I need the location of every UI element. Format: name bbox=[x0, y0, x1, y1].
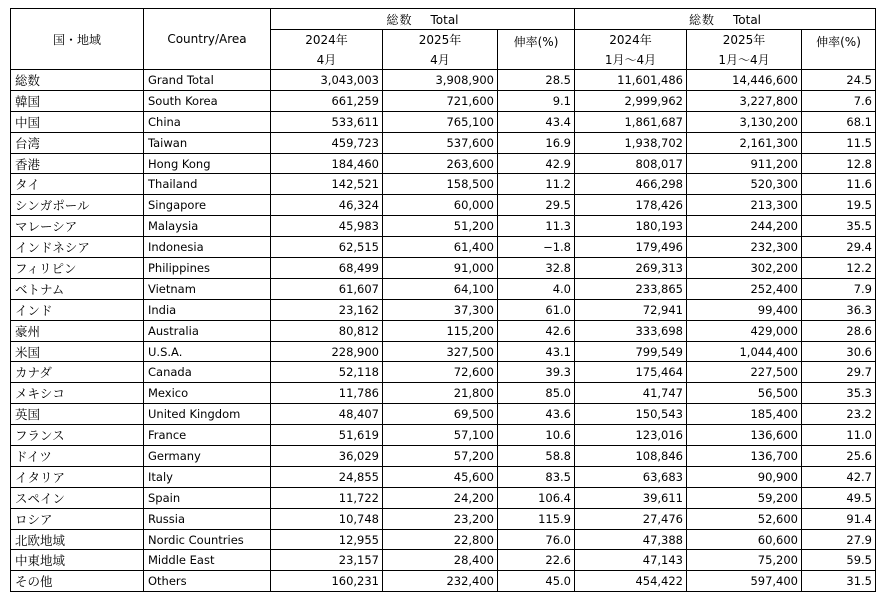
country-en-cell: China bbox=[144, 111, 271, 132]
table-row bbox=[11, 258, 876, 279]
ytd-growth-rate-cell: 11.6 bbox=[802, 174, 876, 195]
ytd-2025-cell: 1,044,400 bbox=[687, 341, 802, 362]
ytd-2025-cell: 99,400 bbox=[687, 299, 802, 320]
country-en-cell: India bbox=[144, 299, 271, 320]
ytd-growth-rate-cell: 49.5 bbox=[802, 487, 876, 508]
table-row bbox=[11, 299, 876, 320]
country-jp-cell: 韓国 bbox=[11, 90, 144, 111]
country-en-cell: Germany bbox=[144, 446, 271, 467]
ytd-growth-rate-cell: 27.9 bbox=[802, 529, 876, 550]
ytd-2024-cell: 180,193 bbox=[575, 216, 687, 237]
ytd-2025-cell: 429,000 bbox=[687, 320, 802, 341]
table-row bbox=[11, 153, 876, 174]
ytd-2024-cell: 72,941 bbox=[575, 299, 687, 320]
april-2024-cell: 52,118 bbox=[271, 362, 383, 383]
april-growth-rate-cell: 29.5 bbox=[498, 195, 575, 216]
april-growth-rate-cell: 4.0 bbox=[498, 278, 575, 299]
ytd-2024-cell: 233,865 bbox=[575, 278, 687, 299]
april-growth-rate-cell: 61.0 bbox=[498, 299, 575, 320]
april-growth-rate-cell: −1.8 bbox=[498, 237, 575, 258]
april-2025-cell: 64,100 bbox=[383, 278, 498, 299]
april-growth-rate-cell: 42.6 bbox=[498, 320, 575, 341]
country-en-cell: Taiwan bbox=[144, 132, 271, 153]
ytd-2025-cell: 2,161,300 bbox=[687, 132, 802, 153]
ytd-growth-rate-cell: 24.5 bbox=[802, 70, 876, 91]
april-2025-cell: 327,500 bbox=[383, 341, 498, 362]
country-en-cell: France bbox=[144, 425, 271, 446]
ytd-growth-rate-cell: 11.5 bbox=[802, 132, 876, 153]
ytd-2025-cell: 14,446,600 bbox=[687, 70, 802, 91]
country-jp-cell: マレーシア bbox=[11, 216, 144, 237]
ytd-2025-cell: 597,400 bbox=[687, 571, 802, 592]
april-2024-cell: 48,407 bbox=[271, 404, 383, 425]
country-jp-cell: シンガポール bbox=[11, 195, 144, 216]
april-2025-cell: 69,500 bbox=[383, 404, 498, 425]
april-2025-cell: 57,200 bbox=[383, 446, 498, 467]
ytd-2025-cell: 3,227,800 bbox=[687, 90, 802, 111]
april-2024-cell: 11,722 bbox=[271, 487, 383, 508]
april-growth-rate-cell: 16.9 bbox=[498, 132, 575, 153]
country-en-cell: Spain bbox=[144, 487, 271, 508]
april-2025-cell: 45,600 bbox=[383, 466, 498, 487]
april-2025-cell: 765,100 bbox=[383, 111, 498, 132]
country-en-cell: Thailand bbox=[144, 174, 271, 195]
country-jp-cell: メキシコ bbox=[11, 383, 144, 404]
ytd-2025-cell: 911,200 bbox=[687, 153, 802, 174]
ytd-2024-cell: 2,999,962 bbox=[575, 90, 687, 111]
ytd-2024-cell: 108,846 bbox=[575, 446, 687, 467]
ytd-2024-cell: 39,611 bbox=[575, 487, 687, 508]
country-en-cell: Nordic Countries bbox=[144, 529, 271, 550]
country-en-cell: Philippines bbox=[144, 258, 271, 279]
country-en-cell: Canada bbox=[144, 362, 271, 383]
table-row bbox=[11, 425, 876, 446]
april-growth-rate-header: 伸率(%) bbox=[498, 30, 575, 70]
country-jp-cell: 香港 bbox=[11, 153, 144, 174]
april-2025-cell: 57,100 bbox=[383, 425, 498, 446]
april-2025-cell: 21,800 bbox=[383, 383, 498, 404]
ytd-growth-rate-cell: 7.9 bbox=[802, 278, 876, 299]
country-en-cell: Vietnam bbox=[144, 278, 271, 299]
ytd-growth-rate-cell: 28.6 bbox=[802, 320, 876, 341]
country-jp-cell: カナダ bbox=[11, 362, 144, 383]
april-2025-cell: 23,200 bbox=[383, 508, 498, 529]
visitor-statistics-table-wrapper bbox=[10, 8, 876, 592]
table-row bbox=[11, 341, 876, 362]
april-growth-rate-cell: 76.0 bbox=[498, 529, 575, 550]
country-jp-cell: 北欧地域 bbox=[11, 529, 144, 550]
country-en-cell: U.S.A. bbox=[144, 341, 271, 362]
ytd-2025-cell: 232,300 bbox=[687, 237, 802, 258]
ytd-2025-cell: 252,400 bbox=[687, 278, 802, 299]
ytd-growth-rate-cell: 7.6 bbox=[802, 90, 876, 111]
april-2025-cell: 22,800 bbox=[383, 529, 498, 550]
april-growth-rate-cell: 115.9 bbox=[498, 508, 575, 529]
country-jp-cell: 中東地域 bbox=[11, 550, 144, 571]
ytd-2024-cell: 11,601,486 bbox=[575, 70, 687, 91]
table-row bbox=[11, 132, 876, 153]
april-growth-rate-cell: 43.4 bbox=[498, 111, 575, 132]
country-en-cell: Others bbox=[144, 571, 271, 592]
table-row bbox=[11, 466, 876, 487]
ytd-2024-header: 2024年 bbox=[575, 30, 687, 50]
april-2024-cell: 45,983 bbox=[271, 216, 383, 237]
april-2024-cell: 533,611 bbox=[271, 111, 383, 132]
april-2024-cell: 3,043,003 bbox=[271, 70, 383, 91]
ytd-2025-month-header: 1月～4月 bbox=[687, 50, 802, 70]
country-jp-cell: イタリア bbox=[11, 466, 144, 487]
april-2025-cell: 61,400 bbox=[383, 237, 498, 258]
april-2025-cell: 51,200 bbox=[383, 216, 498, 237]
table-row bbox=[11, 529, 876, 550]
table-row bbox=[11, 550, 876, 571]
table-row bbox=[11, 487, 876, 508]
april-2025-cell: 72,600 bbox=[383, 362, 498, 383]
april-2024-cell: 36,029 bbox=[271, 446, 383, 467]
ytd-growth-rate-header: 伸率(%) bbox=[802, 30, 876, 70]
country-en-cell: South Korea bbox=[144, 90, 271, 111]
april-growth-rate-cell: 58.8 bbox=[498, 446, 575, 467]
ytd-2025-header: 2025年 bbox=[687, 30, 802, 50]
ytd-growth-rate-cell: 35.5 bbox=[802, 216, 876, 237]
april-2024-cell: 80,812 bbox=[271, 320, 383, 341]
country-en-cell: Middle East bbox=[144, 550, 271, 571]
april-growth-rate-cell: 45.0 bbox=[498, 571, 575, 592]
ytd-2025-cell: 244,200 bbox=[687, 216, 802, 237]
april-2024-cell: 23,157 bbox=[271, 550, 383, 571]
april-2024-month-header: 4月 bbox=[271, 50, 383, 70]
april-2024-cell: 160,231 bbox=[271, 571, 383, 592]
april-2024-cell: 61,607 bbox=[271, 278, 383, 299]
april-2024-cell: 68,499 bbox=[271, 258, 383, 279]
country-jp-cell: ロシア bbox=[11, 508, 144, 529]
table-row bbox=[11, 237, 876, 258]
ytd-2025-cell: 136,700 bbox=[687, 446, 802, 467]
april-2024-cell: 11,786 bbox=[271, 383, 383, 404]
table-row bbox=[11, 571, 876, 592]
ytd-growth-rate-cell: 30.6 bbox=[802, 341, 876, 362]
ytd-growth-rate-cell: 68.1 bbox=[802, 111, 876, 132]
country-en-cell: Hong Kong bbox=[144, 153, 271, 174]
april-growth-rate-cell: 106.4 bbox=[498, 487, 575, 508]
table-row bbox=[11, 320, 876, 341]
country-en-cell: Malaysia bbox=[144, 216, 271, 237]
country-jp-cell: その他 bbox=[11, 571, 144, 592]
april-2024-cell: 12,955 bbox=[271, 529, 383, 550]
table-row bbox=[11, 216, 876, 237]
ytd-2024-cell: 1,861,687 bbox=[575, 111, 687, 132]
april-growth-rate-cell: 11.2 bbox=[498, 174, 575, 195]
country-jp-cell: フランス bbox=[11, 425, 144, 446]
april-2024-cell: 228,900 bbox=[271, 341, 383, 362]
april-2025-cell: 91,000 bbox=[383, 258, 498, 279]
ytd-growth-rate-cell: 35.3 bbox=[802, 383, 876, 404]
ytd-2025-cell: 90,900 bbox=[687, 466, 802, 487]
ytd-growth-rate-cell: 12.2 bbox=[802, 258, 876, 279]
ytd-2025-cell: 185,400 bbox=[687, 404, 802, 425]
april-growth-rate-cell: 11.3 bbox=[498, 216, 575, 237]
ytd-growth-rate-cell: 12.8 bbox=[802, 153, 876, 174]
ytd-2025-cell: 60,600 bbox=[687, 529, 802, 550]
april-growth-rate-cell: 43.6 bbox=[498, 404, 575, 425]
april-2024-cell: 62,515 bbox=[271, 237, 383, 258]
country-jp-cell: インドネシア bbox=[11, 237, 144, 258]
ytd-2025-cell: 52,600 bbox=[687, 508, 802, 529]
visitor-statistics-table bbox=[10, 8, 876, 592]
ytd-2024-cell: 466,298 bbox=[575, 174, 687, 195]
table-row bbox=[11, 278, 876, 299]
april-growth-rate-cell: 9.1 bbox=[498, 90, 575, 111]
april-2025-cell: 115,200 bbox=[383, 320, 498, 341]
ytd-growth-rate-cell: 36.3 bbox=[802, 299, 876, 320]
ytd-2024-cell: 27,476 bbox=[575, 508, 687, 529]
ytd-total-group-header: 総数 Total bbox=[575, 9, 876, 30]
ytd-2025-cell: 136,600 bbox=[687, 425, 802, 446]
ytd-2024-cell: 41,747 bbox=[575, 383, 687, 404]
country-en-cell: Italy bbox=[144, 466, 271, 487]
april-growth-rate-cell: 28.5 bbox=[498, 70, 575, 91]
ytd-2024-cell: 269,313 bbox=[575, 258, 687, 279]
country-jp-cell: 米国 bbox=[11, 341, 144, 362]
april-2024-cell: 51,619 bbox=[271, 425, 383, 446]
ytd-2024-cell: 47,388 bbox=[575, 529, 687, 550]
ytd-growth-rate-cell: 31.5 bbox=[802, 571, 876, 592]
ytd-2025-cell: 75,200 bbox=[687, 550, 802, 571]
country-en-cell: Russia bbox=[144, 508, 271, 529]
ytd-2025-cell: 56,500 bbox=[687, 383, 802, 404]
april-growth-rate-cell: 83.5 bbox=[498, 466, 575, 487]
april-2024-cell: 459,723 bbox=[271, 132, 383, 153]
country-jp-header: 国・地域 bbox=[11, 9, 144, 70]
ytd-growth-rate-cell: 29.4 bbox=[802, 237, 876, 258]
april-growth-rate-cell: 39.3 bbox=[498, 362, 575, 383]
april-2025-cell: 28,400 bbox=[383, 550, 498, 571]
ytd-2024-cell: 333,698 bbox=[575, 320, 687, 341]
ytd-2024-cell: 63,683 bbox=[575, 466, 687, 487]
ytd-2024-cell: 47,143 bbox=[575, 550, 687, 571]
country-jp-cell: 中国 bbox=[11, 111, 144, 132]
ytd-growth-rate-cell: 29.7 bbox=[802, 362, 876, 383]
april-growth-rate-cell: 43.1 bbox=[498, 341, 575, 362]
table-row bbox=[11, 383, 876, 404]
april-2025-cell: 37,300 bbox=[383, 299, 498, 320]
april-2025-month-header: 4月 bbox=[383, 50, 498, 70]
april-2025-cell: 158,500 bbox=[383, 174, 498, 195]
april-2024-cell: 10,748 bbox=[271, 508, 383, 529]
country-jp-cell: インド bbox=[11, 299, 144, 320]
april-total-group-header: 総数 Total bbox=[271, 9, 575, 30]
april-2024-header: 2024年 bbox=[271, 30, 383, 50]
table-row bbox=[11, 195, 876, 216]
april-2025-cell: 24,200 bbox=[383, 487, 498, 508]
ytd-2024-cell: 178,426 bbox=[575, 195, 687, 216]
april-growth-rate-cell: 22.6 bbox=[498, 550, 575, 571]
country-jp-cell: タイ bbox=[11, 174, 144, 195]
ytd-2024-cell: 179,496 bbox=[575, 237, 687, 258]
ytd-growth-rate-cell: 42.7 bbox=[802, 466, 876, 487]
april-2025-cell: 537,600 bbox=[383, 132, 498, 153]
country-jp-cell: ドイツ bbox=[11, 446, 144, 467]
ytd-growth-rate-cell: 91.4 bbox=[802, 508, 876, 529]
ytd-2025-cell: 3,130,200 bbox=[687, 111, 802, 132]
ytd-2024-cell: 1,938,702 bbox=[575, 132, 687, 153]
ytd-2024-cell: 799,549 bbox=[575, 341, 687, 362]
ytd-2024-cell: 808,017 bbox=[575, 153, 687, 174]
april-2024-cell: 661,259 bbox=[271, 90, 383, 111]
country-jp-cell: スペイン bbox=[11, 487, 144, 508]
april-2025-cell: 721,600 bbox=[383, 90, 498, 111]
ytd-2025-cell: 59,200 bbox=[687, 487, 802, 508]
country-jp-cell: ベトナム bbox=[11, 278, 144, 299]
ytd-2025-cell: 227,500 bbox=[687, 362, 802, 383]
ytd-2024-cell: 150,543 bbox=[575, 404, 687, 425]
april-growth-rate-cell: 32.8 bbox=[498, 258, 575, 279]
table-row bbox=[11, 90, 876, 111]
country-en-cell: Australia bbox=[144, 320, 271, 341]
country-en-cell: Mexico bbox=[144, 383, 271, 404]
country-jp-cell: 台湾 bbox=[11, 132, 144, 153]
ytd-growth-rate-cell: 23.2 bbox=[802, 404, 876, 425]
april-2024-cell: 23,162 bbox=[271, 299, 383, 320]
april-2024-cell: 46,324 bbox=[271, 195, 383, 216]
ytd-2025-cell: 302,200 bbox=[687, 258, 802, 279]
april-2025-cell: 232,400 bbox=[383, 571, 498, 592]
ytd-2024-month-header: 1月～4月 bbox=[575, 50, 687, 70]
table-body bbox=[11, 70, 876, 592]
april-growth-rate-cell: 85.0 bbox=[498, 383, 575, 404]
april-2025-cell: 3,908,900 bbox=[383, 70, 498, 91]
ytd-2024-cell: 175,464 bbox=[575, 362, 687, 383]
country-en-cell: Singapore bbox=[144, 195, 271, 216]
country-jp-cell: 総数 bbox=[11, 70, 144, 91]
country-en-cell: Grand Total bbox=[144, 70, 271, 91]
april-growth-rate-cell: 42.9 bbox=[498, 153, 575, 174]
ytd-2025-cell: 213,300 bbox=[687, 195, 802, 216]
table-header bbox=[11, 9, 876, 70]
ytd-2025-cell: 520,300 bbox=[687, 174, 802, 195]
ytd-growth-rate-cell: 59.5 bbox=[802, 550, 876, 571]
april-2025-cell: 263,600 bbox=[383, 153, 498, 174]
table-row bbox=[11, 508, 876, 529]
april-growth-rate-cell: 10.6 bbox=[498, 425, 575, 446]
april-2025-header: 2025年 bbox=[383, 30, 498, 50]
ytd-growth-rate-cell: 11.0 bbox=[802, 425, 876, 446]
country-en-cell: United Kingdom bbox=[144, 404, 271, 425]
ytd-2024-cell: 123,016 bbox=[575, 425, 687, 446]
table-row bbox=[11, 174, 876, 195]
april-2025-cell: 60,000 bbox=[383, 195, 498, 216]
april-2024-cell: 24,855 bbox=[271, 466, 383, 487]
table-row bbox=[11, 111, 876, 132]
country-jp-cell: 英国 bbox=[11, 404, 144, 425]
april-2024-cell: 184,460 bbox=[271, 153, 383, 174]
table-row bbox=[11, 362, 876, 383]
country-jp-cell: 豪州 bbox=[11, 320, 144, 341]
table-row bbox=[11, 446, 876, 467]
country-jp-cell: フィリピン bbox=[11, 258, 144, 279]
country-en-header: Country/Area bbox=[144, 9, 271, 70]
table-row bbox=[11, 404, 876, 425]
country-en-cell: Indonesia bbox=[144, 237, 271, 258]
ytd-growth-rate-cell: 25.6 bbox=[802, 446, 876, 467]
april-2024-cell: 142,521 bbox=[271, 174, 383, 195]
ytd-growth-rate-cell: 19.5 bbox=[802, 195, 876, 216]
table-row bbox=[11, 70, 876, 91]
ytd-2024-cell: 454,422 bbox=[575, 571, 687, 592]
